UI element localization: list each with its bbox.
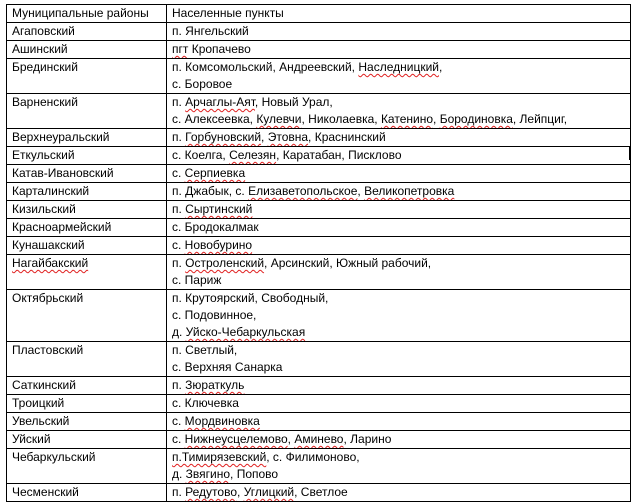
district-cell[interactable] — [7, 23, 167, 41]
district-cell[interactable] — [7, 201, 167, 219]
settlements-cell[interactable] — [167, 59, 631, 94]
settlements-line — [172, 237, 625, 254]
settlement-text: Новобурино — [184, 238, 253, 252]
settlement-text: , — [438, 60, 443, 74]
settlements-line — [172, 377, 625, 394]
settlements-line — [172, 359, 625, 376]
settlement-text: п. Янгельский — [172, 24, 249, 38]
district-name: Брединский — [12, 60, 78, 74]
settlement-text: Селезян — [229, 148, 277, 162]
settlement-text: с. Боровое — [172, 77, 233, 91]
settlements-line — [172, 147, 625, 164]
settlements-cell[interactable] — [167, 165, 631, 183]
settlement-text: , — [433, 112, 440, 126]
settlements-line — [172, 431, 625, 448]
table-row — [7, 23, 631, 41]
settlement-text: Аминево — [294, 432, 344, 446]
settlements-line — [172, 76, 625, 93]
settlements-line — [172, 290, 625, 307]
table-row — [7, 431, 631, 449]
settlement-text: д. — [172, 467, 186, 481]
settlement-text: Редутово — [185, 485, 238, 499]
settlements-cell[interactable] — [167, 413, 631, 431]
settlement-text: , — [287, 432, 295, 446]
settlement-text: с. — [172, 238, 185, 252]
district-cell[interactable] — [7, 342, 167, 377]
settlement-text: с. Ключевка — [172, 396, 239, 410]
settlements-line — [172, 255, 625, 272]
district-name: Октябрьский — [12, 291, 84, 305]
district-cell[interactable] — [7, 377, 167, 395]
settlements-line — [172, 449, 625, 466]
settlement-text: Елизаветопольское — [248, 184, 358, 198]
table-row — [7, 201, 631, 219]
settlements-cell[interactable] — [167, 237, 631, 255]
table-row — [7, 147, 631, 165]
settlement-text: Углицкий — [243, 485, 295, 499]
table-row — [7, 129, 631, 147]
settlement-text: , Попово — [230, 467, 279, 481]
settlements-cell[interactable] — [167, 147, 631, 165]
settlement-text: Великопетровка — [364, 184, 455, 198]
settlements-line — [172, 23, 625, 40]
table-row — [7, 237, 631, 255]
table-row — [7, 449, 631, 484]
district-name: Варненский — [12, 95, 78, 109]
settlements-line — [172, 272, 625, 289]
settlement-text: Звягино — [185, 467, 231, 481]
table-row — [7, 395, 631, 413]
settlements-cell[interactable] — [167, 342, 631, 377]
settlements-line — [172, 183, 625, 200]
district-name: Агаповский — [12, 24, 75, 38]
header-settlements: Населенные пункты — [167, 5, 631, 23]
district-name: Еткульский — [12, 148, 75, 162]
settlement-text: с. Алексеевка, — [172, 112, 257, 126]
document-page — [6, 4, 631, 502]
settlement-text: п. — [172, 202, 186, 216]
settlement-text: пгт — [172, 42, 189, 56]
settlement-text: , Новый Урал, — [254, 95, 333, 109]
settlement-text: Уйско-Чебаркульская — [185, 325, 306, 339]
settlement-text: п. — [172, 95, 186, 109]
settlements-line — [172, 201, 625, 218]
settlement-text: с. — [172, 432, 185, 446]
settlement-text: с. — [172, 166, 185, 180]
settlements-line — [172, 41, 625, 58]
settlement-text: Катенино — [380, 112, 434, 126]
settlements-cell[interactable] — [167, 449, 631, 484]
table-row — [7, 377, 631, 395]
settlement-text: , Ларино — [343, 432, 392, 446]
settlements-line — [172, 307, 625, 324]
district-cell[interactable] — [7, 147, 167, 165]
table-row — [7, 219, 631, 237]
settlements-line — [172, 342, 625, 359]
settlement-text: Кропачево — [188, 42, 251, 56]
settlements-cell[interactable] — [167, 201, 631, 219]
district-name: Катав-Ивановский — [12, 166, 114, 180]
district-name: Ашинский — [12, 42, 68, 56]
settlements-cell[interactable] — [167, 41, 631, 59]
settlement-text: Бородиновка — [439, 112, 513, 126]
settlements-line — [172, 324, 625, 341]
table-body — [7, 23, 631, 502]
district-name: Кунашакский — [12, 238, 85, 252]
settlement-text: Мордвиновка — [184, 414, 260, 428]
district-name: Чесменский — [12, 485, 79, 499]
district-name: Карталинский — [12, 184, 90, 198]
settlement-text: с. Париж — [172, 273, 222, 287]
settlements-cell[interactable] — [167, 129, 631, 147]
district-cell[interactable] — [7, 431, 167, 449]
settlement-text: , — [261, 130, 268, 144]
table-row — [7, 255, 631, 290]
settlement-text: д. — [172, 325, 186, 339]
settlement-text: Остроленский — [185, 256, 265, 270]
settlements-line — [172, 59, 625, 76]
settlements-line — [172, 111, 625, 128]
settlement-text: , Арсинский, Южный рабочий, — [264, 256, 432, 270]
district-cell[interactable] — [7, 255, 167, 290]
settlement-text: , — [357, 184, 365, 198]
settlements-cell[interactable] — [167, 183, 631, 201]
settlement-text: Арчаглы-Аят — [185, 95, 255, 109]
district-cell[interactable] — [7, 129, 167, 147]
text-cursor — [629, 146, 630, 160]
table-row — [7, 41, 631, 59]
district-name: Кизильский — [12, 202, 76, 216]
settlement-text: Зюраткуль — [185, 378, 245, 392]
settlement-text: п. Комсомольский, Андреевский, — [172, 60, 359, 74]
settlement-text: п. — [172, 378, 186, 392]
settlement-text: Серпиевка — [184, 166, 246, 180]
district-cell[interactable] — [7, 237, 167, 255]
settlements-cell[interactable] — [167, 255, 631, 290]
settlement-text: , с. Филимоново, — [266, 450, 360, 464]
settlements-cell[interactable] — [167, 431, 631, 449]
settlement-text: , Лейпциг, — [512, 112, 568, 126]
table-header-row — [7, 5, 631, 23]
settlements-line — [172, 413, 625, 430]
district-name: Пластовский — [12, 343, 84, 357]
district-name: Красноармейский — [12, 220, 112, 234]
settlement-text: Сыртинский — [185, 202, 253, 216]
district-cell[interactable] — [7, 59, 167, 94]
district-cell[interactable] — [7, 413, 167, 431]
district-cell[interactable] — [7, 219, 167, 237]
settlements-cell[interactable] — [167, 395, 631, 413]
table-row — [7, 183, 631, 201]
district-cell[interactable] — [7, 290, 167, 342]
district-cell[interactable] — [7, 395, 167, 413]
district-name: Чебаркульский — [12, 450, 96, 464]
settlements-line — [172, 129, 625, 146]
settlement-text: , Краснинский — [308, 130, 386, 144]
district-cell[interactable] — [7, 183, 167, 201]
settlement-text: , — [237, 485, 244, 499]
settlement-text: п. Крутоярский, Свободный, — [172, 291, 329, 305]
settlement-text: Наследницкий — [358, 60, 439, 74]
district-name: Саткинский — [12, 378, 76, 392]
settlement-text: п. — [172, 130, 186, 144]
header-districts: Муниципальные районы — [7, 5, 167, 23]
district-cell[interactable] — [7, 165, 167, 183]
settlement-text: с. Бродокалмак — [172, 220, 259, 234]
table-row — [7, 165, 631, 183]
settlement-text: Этовна — [267, 130, 309, 144]
settlement-text: , Николаевка, — [301, 112, 381, 126]
settlement-text: с. Подовинное, — [172, 308, 257, 322]
settlements-line — [172, 466, 625, 483]
settlement-text: п.Тимирязевский — [172, 450, 267, 464]
settlement-text: Нижнеусцелемово — [184, 432, 288, 446]
settlements-line — [172, 395, 625, 412]
settlements-cell[interactable] — [167, 290, 631, 342]
district-cell[interactable] — [7, 41, 167, 59]
settlements-line — [172, 94, 625, 111]
settlement-text: Горбуновский — [185, 130, 262, 144]
settlements-line — [172, 165, 625, 182]
settlements-cell[interactable] — [167, 377, 631, 395]
settlements-cell[interactable] — [167, 219, 631, 237]
settlement-text: Кулевчи — [256, 112, 302, 126]
settlement-text: с. Коелга, — [172, 148, 230, 162]
settlement-text: п. Джабык, с. — [172, 184, 249, 198]
district-cell[interactable] — [7, 94, 167, 129]
district-cell[interactable] — [7, 449, 167, 484]
district-name: Троицкий — [12, 396, 65, 410]
district-name: Верхнеуральский — [12, 130, 110, 144]
settlement-text: п. — [172, 485, 186, 499]
settlements-table — [6, 4, 631, 502]
district-name: Увельский — [12, 414, 70, 428]
table-row — [7, 342, 631, 377]
settlements-cell[interactable] — [167, 23, 631, 41]
table-row — [7, 413, 631, 431]
settlement-text: п. — [172, 256, 186, 270]
settlements-cell[interactable] — [167, 94, 631, 129]
district-name: Нагайбакский — [12, 256, 89, 270]
settlement-text: с. Верхняя Санарка — [172, 360, 283, 374]
settlement-text: с. — [172, 414, 185, 428]
settlement-text: п. Светлый, — [172, 343, 238, 357]
table-row — [7, 290, 631, 342]
settlement-text: , Светлое — [294, 485, 348, 499]
settlements-line — [172, 219, 625, 236]
table-row — [7, 59, 631, 94]
district-name: Уйский — [12, 432, 51, 446]
settlement-text: , Каратабан, Писклово — [276, 148, 402, 162]
table-row — [7, 94, 631, 129]
